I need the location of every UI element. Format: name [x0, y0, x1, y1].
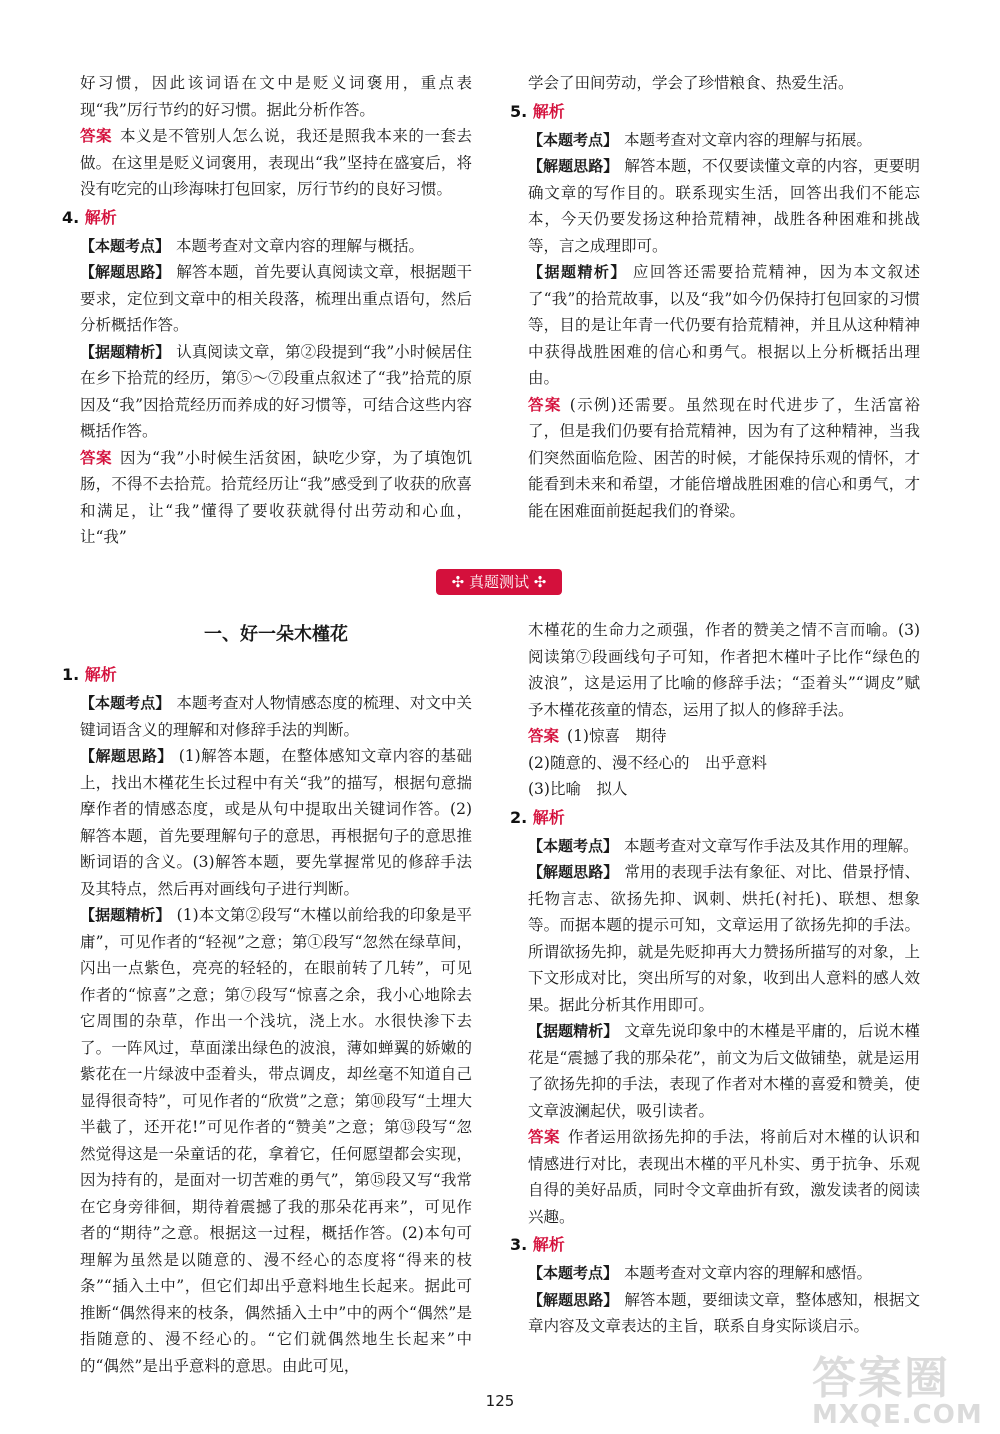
- jingxi-tag: 【据题精析】: [528, 1022, 619, 1040]
- answer-label: 答案: [528, 727, 560, 745]
- silu-text: 解答本题，要细读文章，整体感知，根据文章内容及文章表达的主旨，联系自身实际谈启示。: [528, 1290, 920, 1335]
- answer-label: 答案: [528, 395, 562, 414]
- question-heading-1: [62, 662, 472, 688]
- question-number: 4.: [62, 207, 80, 227]
- page-number: 125: [485, 1392, 515, 1410]
- answer-label: 答案: [80, 448, 112, 467]
- analysis-label: 解析: [532, 101, 565, 121]
- jingxi-text: (1)本文第②段写“木槿以前给我的印象是平庸”，可见作者的“轻视”之意；第①段写“忽然在绿草间，闪出一点紫色，亮亮的轻轻的，在眼前转了几转”，可见作者的“惊喜”之意；第⑦段写“惊喜之余，我小心地除去它周围的杂草，作出一个浅坑，浇上水。水很快渗下去了。一阵风过，草面漾出绿色的波浪，薄如蝉翼的娇嫩的紫花在一片绿波中歪着头，带点调皮，却丝毫不知道自己显得很奇特”，可见作者的“欣赏”之意；第⑩段写“土埋大半截了，还开花!”可见作者的“赞美”之意；第⑬段写“忽然觉得这是一朵童话的花，拿着它，任何愿望都会实现，因为持有的，是面对一切苦难的勇气”，第⑮段又写“我常在它身旁徘徊，期待着震撼了我的那朵花再来”，可见作者的“期待”之意。根据这一过程，概括作答。(2)本句可理解为虽然是以随意的、漫不经心的态度将“得来的枝条”“插入土中”，但它们却出乎意料地生长起来。据此可推断“偶然得来的枝条，偶然插入土中”中的两个“偶然”是指随意的、漫不经心的。“它们就偶然地生长起来”中的“偶然”是出乎意料的意思。由此可见，: [80, 906, 472, 1375]
- question-heading-5: [510, 99, 920, 125]
- jingxi-tag: 【据题精析】: [80, 342, 171, 361]
- answer-text: 本义是不管别人怎么说，我还是照我本来的一套去做。在这里是贬义词褒用，表现出“我”坚持在盛宴后，将没有吃完的山珍海味打包回家，厉行节约的良好习惯。: [80, 127, 472, 198]
- jingxi-text: 应回答还需要拾荒精神，因为本文叙述了“我”的拾荒故事，以及“我”如今仍保持打包回家的习惯等，目的是让年青一代仍要有拾荒精神，并且从这种精神中获得战胜困难的信心和勇气。根据以上分析概括出理由。: [528, 263, 920, 387]
- question-heading-3: [510, 1232, 920, 1258]
- question-number: 2.: [510, 807, 528, 827]
- jingxi-block: [528, 259, 920, 392]
- kaodian-text: 本题考查对文章内容的理解与拓展。: [624, 130, 873, 149]
- kaodian-tag: 【本题考点】: [80, 694, 171, 712]
- kaodian-block: [528, 1260, 920, 1287]
- section-title: 一、好一朵木槿花: [204, 624, 348, 645]
- answer-label: 答案: [528, 1128, 561, 1146]
- question-heading-4: [62, 205, 472, 231]
- answer-line: (2)随意的、漫不经心的 出乎意料: [528, 753, 767, 772]
- question-heading-2: [510, 805, 920, 831]
- kaodian-tag: 【本题考点】: [528, 1264, 619, 1282]
- top-right-column: [510, 70, 920, 524]
- watermark-logo: [812, 1342, 992, 1430]
- silu-tag: 【解题思路】: [528, 1290, 619, 1309]
- silu-block: [80, 743, 472, 902]
- kaodian-text: 本题考查对文章内容的理解与概括。: [176, 236, 425, 255]
- question-number: 3.: [510, 1235, 528, 1254]
- answer-block: [528, 392, 920, 525]
- silu-block: [80, 259, 472, 339]
- jingxi-text: 文章先说印象中的木槿是平庸的，后说木槿花是“震撼了我的那朵花”，前文为后文做铺垫，就是运用了欲扬先抑的手法，表现了作者对木槿的喜爱和赞美，使文章波澜起伏，吸引读者。: [528, 1022, 920, 1120]
- bottom-left-column: [62, 660, 472, 1379]
- watermark-text: 答案圈: [812, 1353, 950, 1404]
- answer-text: 作者运用欲扬先抑的手法，将前后对木槿的认识和情感进行对比，表现出木槿的平凡朴实、勇于抗争、乐观自得的美好品质，同时令文章曲折有致，激发读者的阅读兴趣。: [528, 1128, 920, 1226]
- silu-block: [528, 1287, 920, 1340]
- jingxi-tag: 【据题精析】: [528, 263, 627, 281]
- watermark-url: MXQE.COM: [812, 1400, 983, 1430]
- paragraph: 学会了田间劳动，学会了珍惜粮食、热爱生活。: [528, 74, 854, 92]
- answer-text: 因为“我”小时候生活贫困，缺吃少穿，为了填饱饥肠，不得不去拾荒。拾荒经历让“我”感受到了收获的欣喜和满足，让“我”懂得了要收获就得付出劳动和心血，让“我”: [80, 448, 472, 546]
- answer-line: (1)惊喜 期待: [567, 727, 667, 745]
- kaodian-text: 本题考查对文章写作手法及其作用的理解。: [624, 836, 919, 855]
- jingxi-text: 认真阅读文章，第②段提到“我”小时候居住在乡下拾荒的经历，第⑤～⑦段重点叙述了“我”拾荒的原因及“我”因拾荒经历而养成的好习惯等，可结合这些内容概括作答。: [80, 342, 472, 440]
- analysis-label: 解析: [532, 1235, 565, 1254]
- silu-text: 解答本题，首先要认真阅读文章，根据题干要求，定位到文章中的相关段落，梳理出重点语句，然后分析概括作答。: [80, 263, 472, 334]
- silu-text: 解答本题，不仅要读懂文章的内容，更要明确文章的写作目的。联系现实生活，回答出我们不能忘本，今天仍要发扬这种拾荒精神，战胜各种困难和挑战等，言之成理即可。: [528, 157, 920, 255]
- answer-label: 答案: [80, 127, 113, 145]
- silu-block: [528, 153, 920, 259]
- answer-block: [80, 123, 472, 203]
- kaodian-block: [80, 233, 472, 260]
- silu-tag: 【解题思路】: [528, 863, 619, 881]
- kaodian-tag: 【本题考点】: [528, 836, 619, 855]
- analysis-label: 解析: [84, 665, 117, 684]
- kaodian-tag: 【本题考点】: [80, 236, 171, 255]
- paragraph: 好习惯，因此该词语在文中是贬义词褒用，重点表现“我”厉行节约的好习惯。据此分析作答。: [80, 74, 472, 119]
- silu-tag: 【解题思路】: [528, 157, 619, 175]
- answer-block: [528, 723, 920, 750]
- jingxi-block: [80, 902, 472, 1379]
- answer-text: (示例)还需要。虽然现在时代进步了，生活富裕了，但是我们仍要有拾荒精神，因为有了这种精神，当我们突然面临危险、困苦的时候，才能保持乐观的情怀，才能看到未来和希望，才能倍增战胜困难的信心和勇气，才能在困难面前挺起我们的脊梁。: [528, 395, 920, 520]
- analysis-label: 解析: [84, 207, 117, 227]
- kaodian-text: 本题考查对文章内容的理解和感悟。: [624, 1264, 873, 1282]
- kaodian-block: [528, 127, 920, 154]
- silu-tag: 【解题思路】: [80, 263, 171, 281]
- kaodian-text: 本题考查对人物情感态度的梳理、对文中关键词语含义的理解和对修辞手法的判断。: [80, 694, 472, 739]
- section-banner: ✣ 真题测试 ✣: [436, 569, 562, 595]
- question-number: 5.: [510, 101, 528, 121]
- answer-line: (3)比喻 拟人: [528, 780, 628, 798]
- paragraph: 木槿花的生命力之顽强，作者的赞美之情不言而喻。(3)阅读第⑦段画线句子可知，作者把木槿叶子比作“绿色的波浪”，这是运用了比喻的修辞手法；“歪着头”“调皮”赋予木槿花孩童的情态，运用了拟人的修辞手法。: [528, 621, 920, 719]
- kaodian-block: [80, 690, 472, 743]
- analysis-label: 解析: [532, 807, 565, 827]
- answer-block: [80, 445, 472, 551]
- silu-text: 常用的表现手法有象征、对比、借景抒情、托物言志、欲扬先抑、讽刺、烘托(衬托)、联想、想象等。而据本题的提示可知，文章运用了欲扬先抑的手法。所谓欲扬先抑，就是先贬抑再大力赞扬所描写的对象，上下文形成对比，突出所写的对象，收到出人意料的感人效果。据此分析其作用即可。: [528, 863, 920, 1014]
- question-number: 1.: [62, 665, 80, 684]
- jingxi-block: [80, 339, 472, 445]
- top-left-column: [62, 70, 472, 551]
- bottom-right-column: [510, 617, 920, 1340]
- silu-text: (1)解答本题，在整体感知文章内容的基础上，找出木槿花生长过程中有关“我”的描写，根据句意揣摩作者的情感态度，或是从句中提取出关键词作答。(2)解答本题，首先要理解句子的意思，再根据句子的意思推断词语的含义。(3)解答本题，要先掌握常见的修辞手法及其特点，然后再对画线句子进行判断。: [80, 747, 472, 898]
- kaodian-tag: 【本题考点】: [528, 130, 619, 149]
- jingxi-tag: 【据题精析】: [80, 906, 171, 924]
- answer-block: [528, 1124, 920, 1230]
- jingxi-block: [528, 1018, 920, 1124]
- silu-block: [528, 859, 920, 1018]
- kaodian-block: [528, 833, 920, 860]
- silu-tag: 【解题思路】: [80, 747, 173, 765]
